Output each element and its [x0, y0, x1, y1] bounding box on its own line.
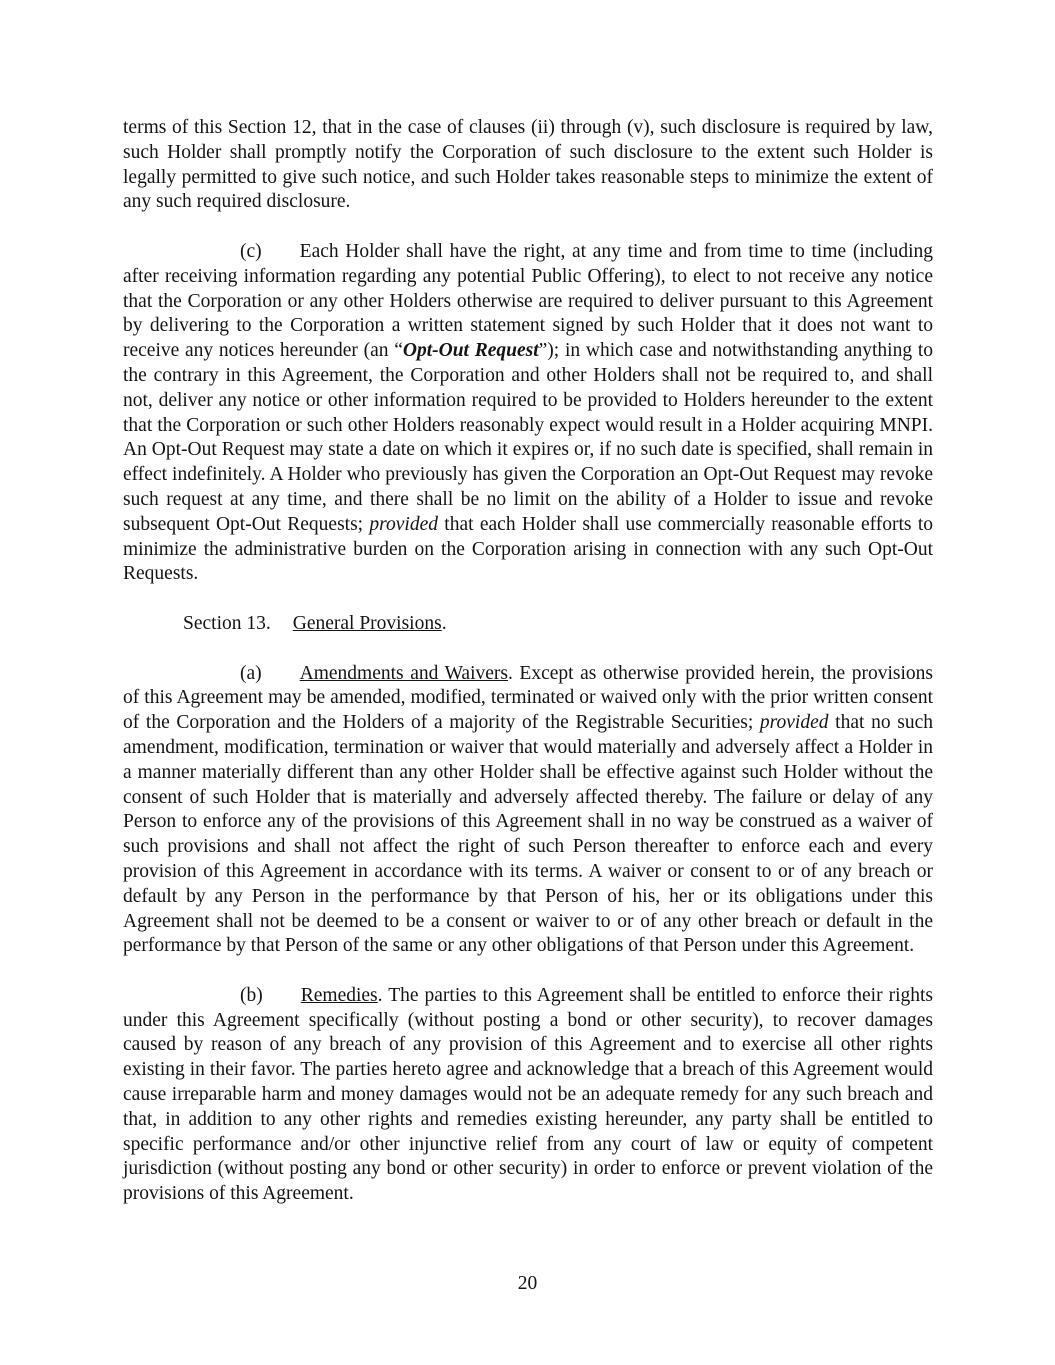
- clause-heading-remedies: Remedies: [300, 984, 378, 1006]
- paragraph-clause-b: [123, 984, 933, 1207]
- page-number: 20: [517, 1273, 538, 1294]
- paragraph-text: terms of this Section 12, that in the case of clauses (ii) through (v), such disclosure is required by law, such Holder shall promptly notify the Corporation of such disclosure to the extent such Holder is legally permitted to give such notice, and such Holder takes reasonable steps to minimize the extent of any such required disclosure.: [123, 117, 933, 213]
- paragraph-section12-continuation: [123, 116, 933, 215]
- section-number-label: Section 13.: [183, 612, 271, 634]
- defined-term-opt-out-request: Opt-Out Request: [402, 340, 539, 362]
- paragraph-text: that each Holder shall use commercially reasonable efforts to minimize the administrative burden on the Corporation arising in connection with any such Opt-Out Requests.: [123, 513, 933, 585]
- proviso-word: provided: [759, 712, 829, 734]
- paragraph-text: that no such amendment, modification, termination or waiver that would materially and adversely affect a Holder in a manner materially different than any other Holder shall be effective against such Holder without the consent of such Holder that is materially and adversely affected thereby. The failure or delay of any Person to enforce any of the provisions of this Agreement shall in no way be construed as a waiver of such provisions and shall not affect the right of such Person thereafter to enforce each and every provision of this Agreement in accordance with its terms. A waiver or consent to or of any breach or default by any Person in the performance by that Person of his, her or its obligations under this Agreement shall not be deemed to be a consent or waiver to or of any other breach or default in the performance by that Person of the same or any other obligations of that Person under this Agreement.: [123, 712, 933, 957]
- proviso-word: provided: [369, 513, 438, 535]
- clause-label: (c): [240, 240, 262, 262]
- clause-label: (b): [240, 984, 263, 1006]
- paragraph-text: ”); in which case and notwithstanding anything to the contrary in this Agreement, the Corporation and other Holders shall not be required to, and shall not, deliver any notice or other information required to be provided to Holders hereunder to the extent that the Corporation or such other Holders reasonably expect would result in a Holder acquiring MNPI. An Opt-Out Request may state a date on which it expires or, if no such date is specified, shall remain in effect indefinitely. A Holder who previously has given the Corporation an Opt-Out Request may revoke such request at any time, and there shall be no limit on the ability of a Holder to issue and revoke subsequent Opt-Out Requests;: [123, 340, 933, 535]
- paragraph-text: . The parties to this Agreement shall be entitled to enforce their rights under this Agreement specifically (without posting a bond or other security), to recover damages caused by reason of any breach of any provision of this Agreement and to exercise all other rights existing in their favor. The parties hereto agree and acknowledge that a breach of this Agreement would cause irreparable harm and money damages would not be an adequate remedy for any such breach and that, in addition to any other rights and remedies existing hereunder, any party shall be entitled to specific performance and/or other injunctive relief from any court of law or equity of competent jurisdiction (without posting any bond or other security) in order to enforce or prevent violation of the provisions of this Agreement.: [123, 984, 933, 1205]
- section-title-period: .: [441, 612, 447, 634]
- clause-heading-amendments-and-waivers: Amendments and Waivers: [299, 662, 508, 684]
- section-title: General Provisions: [292, 612, 442, 634]
- paragraph-text: Each Holder shall have the right, at any time and from time to time (including after receiving information regarding any potential Public Offering), to elect to not receive any notice that the Corporation or any other Holders otherwise are required to deliver pursuant to this Agreement by delivering to the Corporation a written statement signed by such Holder that it does not want to receive any notices hereunder (an “: [123, 240, 933, 362]
- paragraph-text: . Except as otherwise provided herein, the provisions of this Agreement may be amended, modified, terminated or waived only with the prior written consent of the Corporation and the Holders of a majority of the Registrable Securities;: [123, 662, 933, 734]
- clause-label: (a): [240, 662, 262, 684]
- paragraph-clause-a: [123, 662, 933, 960]
- paragraph-clause-c: [123, 240, 933, 587]
- section-13-heading: [123, 612, 933, 637]
